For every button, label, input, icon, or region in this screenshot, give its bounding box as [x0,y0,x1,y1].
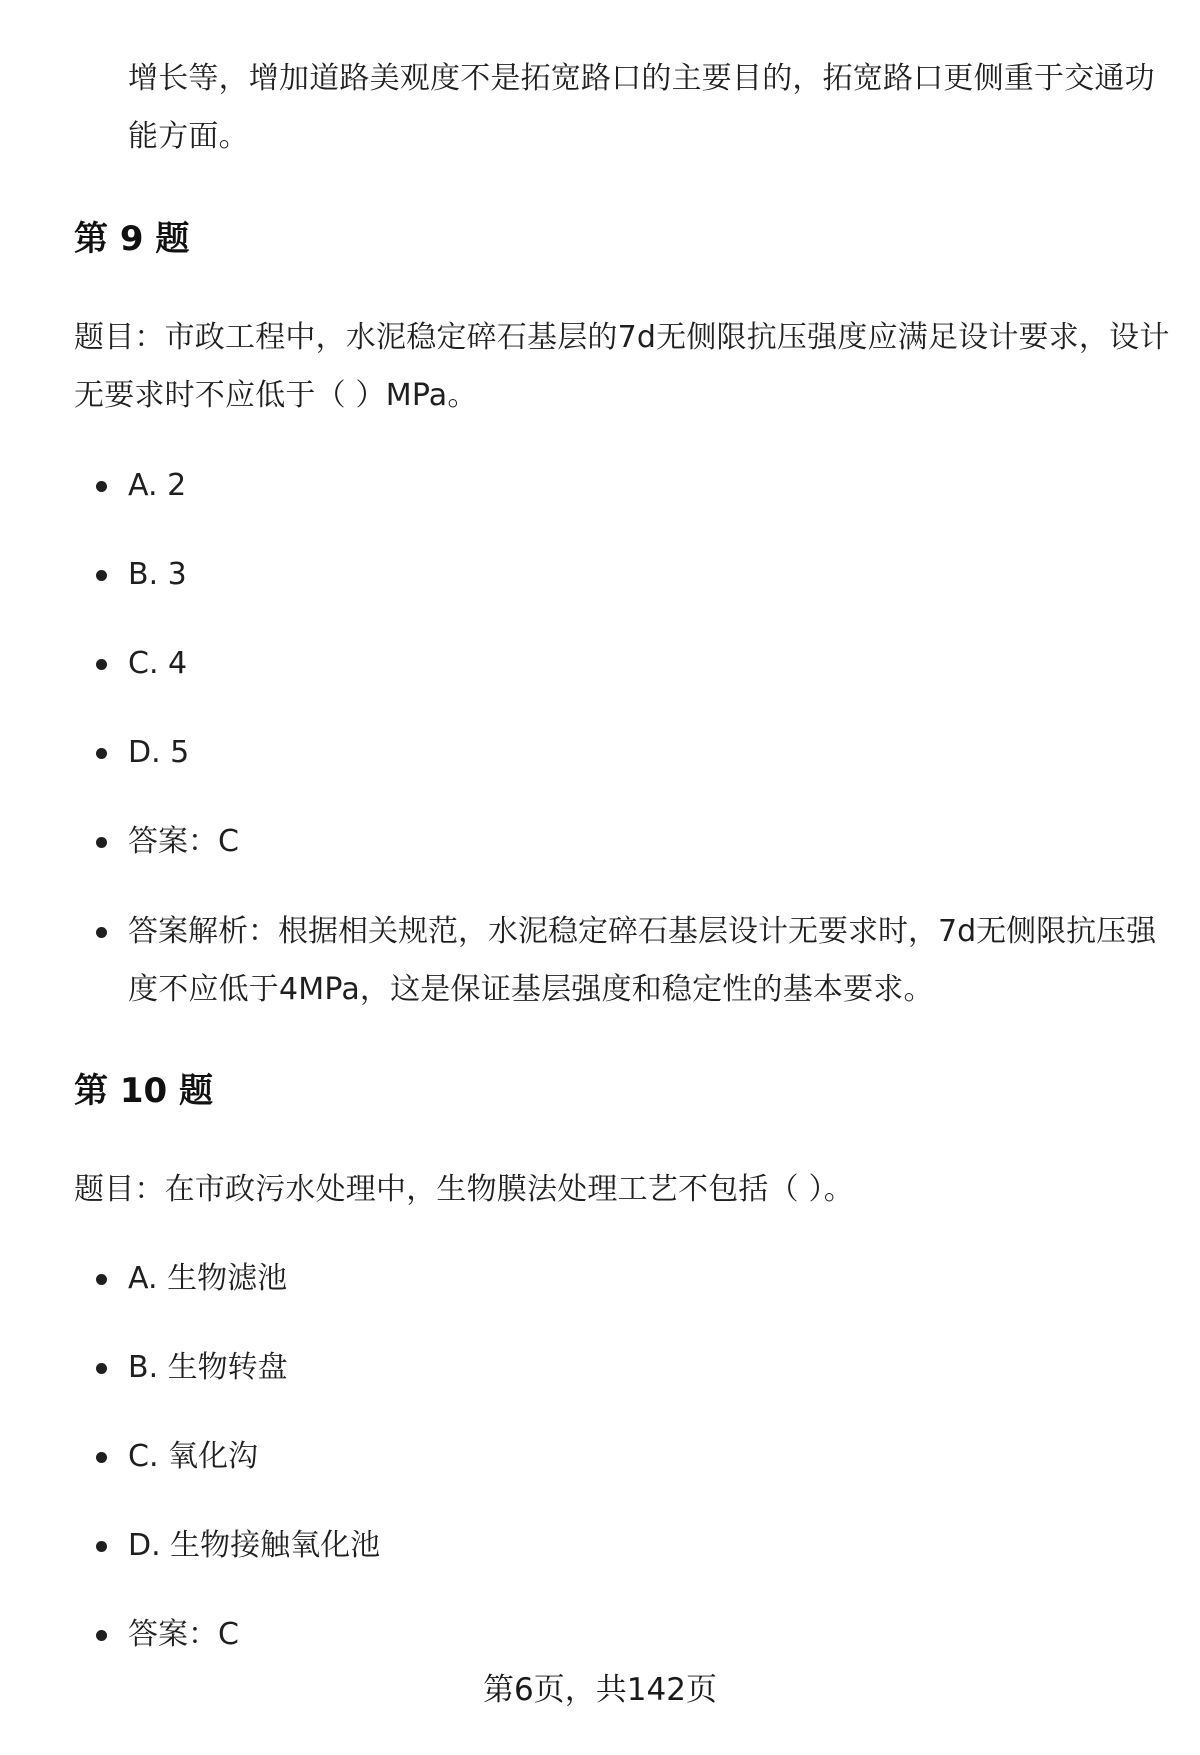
bullet-icon [96,659,107,670]
bullet-icon [96,1630,107,1641]
bullet-icon [96,1541,107,1552]
bullet-icon [96,927,107,938]
option-label: B. 生物转盘 [128,1350,288,1385]
option-label: D. 生物接触氧化池 [128,1528,381,1563]
question-9-heading: 第 9 题 [74,219,190,259]
bullet-icon [96,570,107,581]
bullet-icon [96,1274,107,1285]
analysis-continuation-line-1: 增长等，增加道路美观度不是拓宽路口的主要目的，拓宽路口更侧重于交通功 [128,61,1155,96]
option-label: C. 氧化沟 [128,1439,259,1474]
bullet-icon [96,837,107,848]
question-9-stem-line-2: 无要求时不应低于（ ）MPa。 [74,378,478,413]
option-label: C. 4 [128,646,188,681]
option-label: A. 2 [128,468,187,503]
question-10-heading: 第 10 题 [74,1071,213,1111]
bullet-icon [96,1363,107,1374]
question-9-stem-line-1: 题目：市政工程中，水泥稳定碎石基层的7d无侧限抗压强度应满足设计要求，设计 [74,320,1170,355]
option-label: A. 生物滤池 [128,1261,288,1296]
bullet-icon [96,481,107,492]
bullet-icon [96,748,107,759]
question-10-stem: 题目：在市政污水处理中，生物膜法处理工艺不包括（ ）。 [74,1172,854,1207]
analysis-continuation-line-2: 能方面。 [128,119,249,154]
answer-label: 答案：C [128,824,239,859]
option-label: D. 5 [128,735,190,770]
answer-label: 答案：C [128,1617,239,1652]
page-number: 第6页，共142页 [483,1672,717,1708]
bullet-icon [96,1452,107,1463]
option-label: B. 3 [128,557,187,592]
analysis-line-1: 答案解析：根据相关规范，水泥稳定碎石基层设计无要求时，7d无侧限抗压强 [128,914,1157,949]
question-9-analysis-line-2: 度不应低于4MPa，这是保证基层强度和稳定性的基本要求。 [128,972,934,1007]
